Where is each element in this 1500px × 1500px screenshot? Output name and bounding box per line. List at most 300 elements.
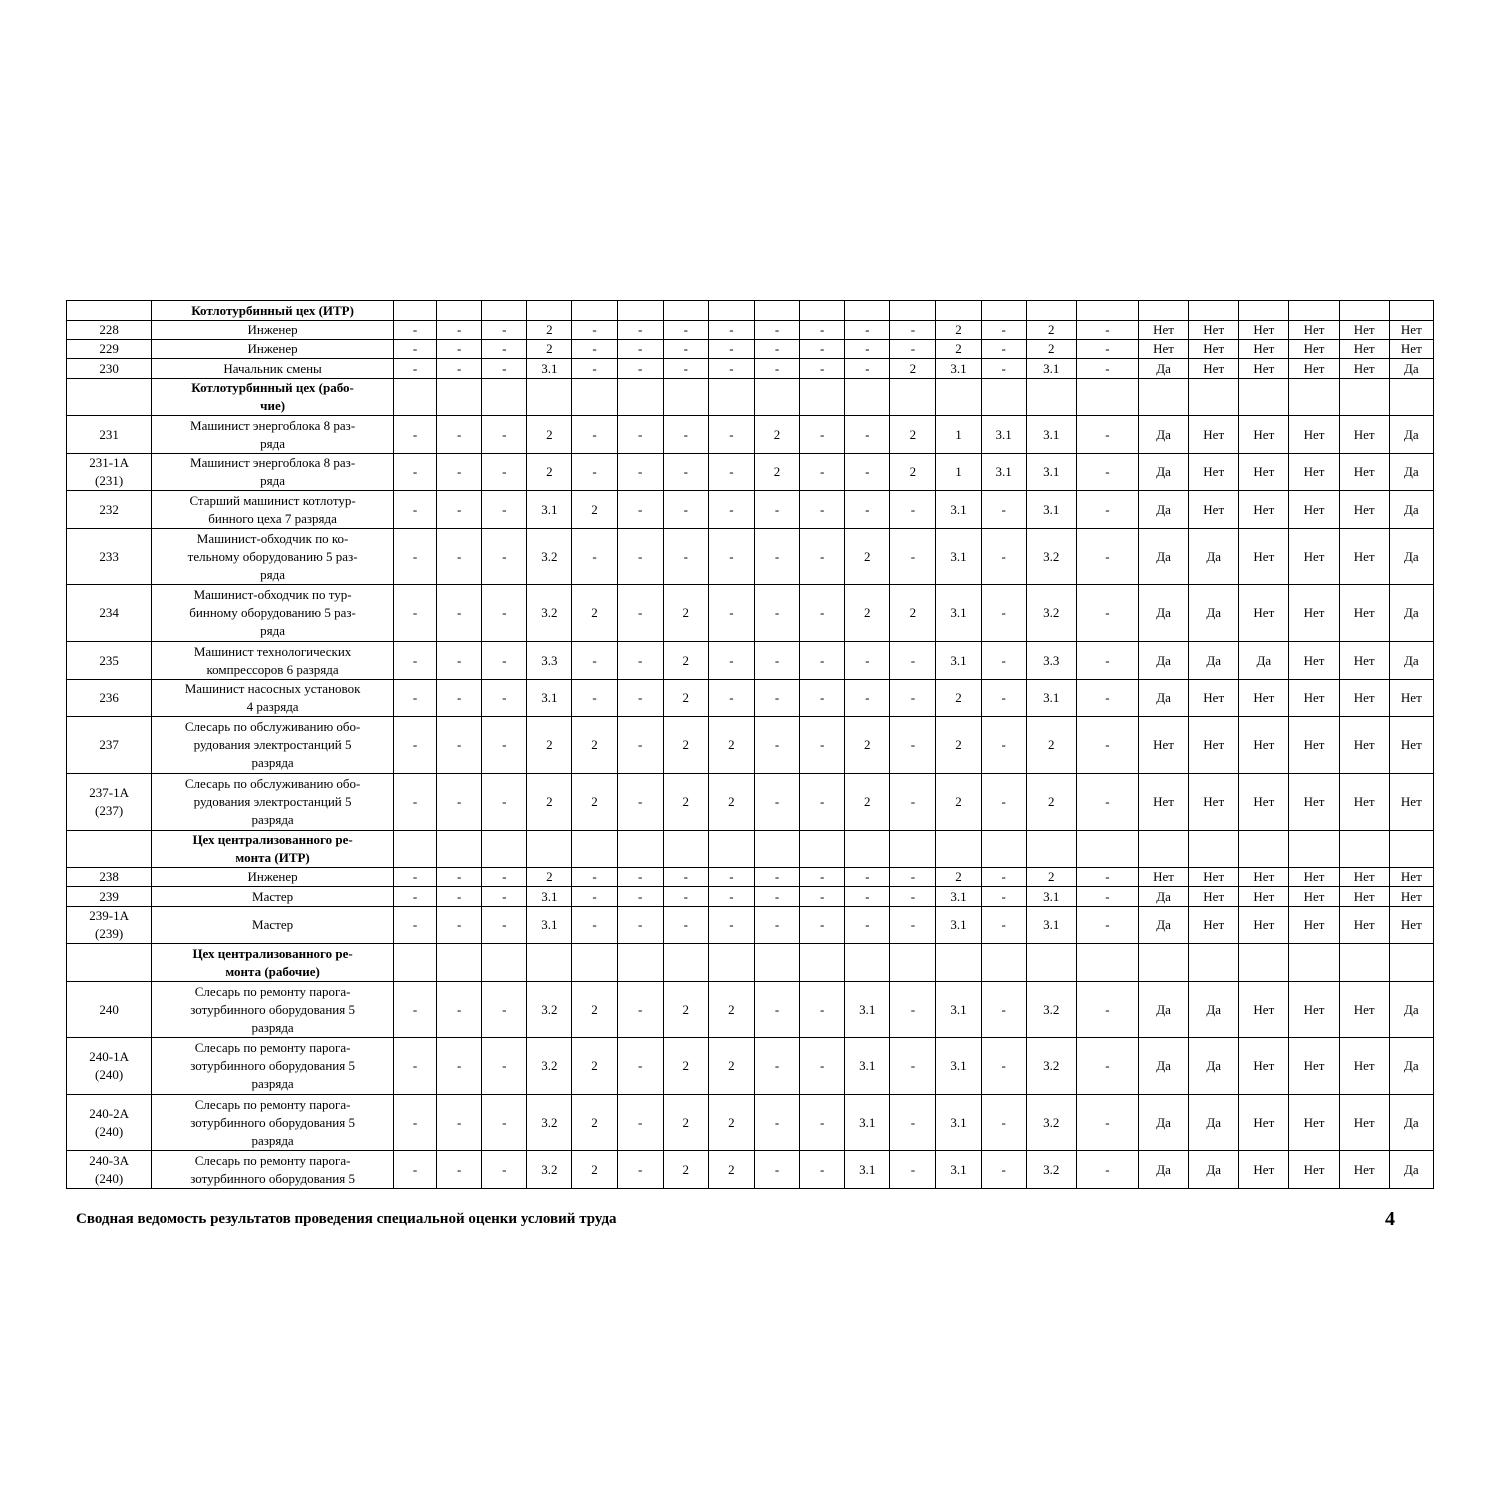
- value-cell: Нет: [1289, 416, 1339, 454]
- value-cell: -: [708, 340, 754, 359]
- value-cell: -: [393, 529, 436, 585]
- value-cell: -: [800, 868, 845, 887]
- table-row: [67, 907, 1434, 944]
- table-row: [67, 454, 1434, 491]
- value-cell: -: [708, 642, 754, 680]
- value-cell: -: [572, 680, 617, 717]
- value-cell: [1139, 831, 1189, 868]
- position-name-cell: Инженер: [152, 868, 394, 887]
- value-cell: Нет: [1339, 1151, 1389, 1189]
- value-cell: Нет: [1289, 907, 1339, 944]
- value-cell: Нет: [1289, 359, 1339, 379]
- section-title-cell: Цех централизованного ре- монта (ИТР): [152, 831, 394, 868]
- value-cell: 2: [1026, 340, 1076, 359]
- value-cell: Нет: [1339, 642, 1389, 680]
- value-cell: 3.2: [1026, 1038, 1076, 1095]
- value-cell: Нет: [1289, 1151, 1339, 1189]
- value-cell: -: [1076, 454, 1138, 491]
- value-cell: Нет: [1389, 868, 1433, 887]
- value-cell: Да: [1389, 416, 1433, 454]
- value-cell: -: [617, 1038, 663, 1095]
- value-cell: Нет: [1389, 340, 1433, 359]
- value-cell: -: [981, 982, 1026, 1038]
- row-number-cell: [67, 301, 152, 321]
- value-cell: -: [617, 680, 663, 717]
- value-cell: [663, 944, 708, 982]
- value-cell: 2: [663, 585, 708, 642]
- table-row: [67, 340, 1434, 359]
- value-cell: -: [617, 585, 663, 642]
- value-cell: -: [981, 1151, 1026, 1189]
- value-cell: 2: [708, 1038, 754, 1095]
- value-cell: [1026, 831, 1076, 868]
- row-number-cell: [67, 831, 152, 868]
- value-cell: -: [708, 680, 754, 717]
- value-cell: [1076, 944, 1138, 982]
- value-cell: 2: [663, 1151, 708, 1189]
- value-cell: 2: [527, 416, 572, 454]
- value-cell: -: [437, 774, 482, 831]
- value-cell: Да: [1139, 1095, 1189, 1151]
- value-cell: [936, 831, 981, 868]
- value-cell: -: [800, 585, 845, 642]
- value-cell: -: [393, 680, 436, 717]
- value-cell: Да: [1189, 1151, 1239, 1189]
- value-cell: Да: [1389, 642, 1433, 680]
- value-cell: 3.1: [936, 1151, 981, 1189]
- table-row: [67, 529, 1434, 585]
- value-cell: -: [754, 585, 799, 642]
- value-cell: -: [437, 529, 482, 585]
- value-cell: Да: [1139, 680, 1189, 717]
- value-cell: -: [845, 454, 890, 491]
- value-cell: -: [437, 982, 482, 1038]
- value-cell: [708, 831, 754, 868]
- table-row: [67, 982, 1434, 1038]
- value-cell: 3.1: [981, 454, 1026, 491]
- value-cell: 2: [663, 642, 708, 680]
- value-cell: -: [981, 529, 1026, 585]
- value-cell: [572, 379, 617, 416]
- value-cell: -: [482, 717, 527, 774]
- value-cell: -: [482, 868, 527, 887]
- value-cell: 3.1: [845, 1095, 890, 1151]
- value-cell: Нет: [1289, 868, 1339, 887]
- value-cell: -: [482, 680, 527, 717]
- value-cell: [981, 944, 1026, 982]
- value-cell: 3.1: [936, 359, 981, 379]
- row-number-cell: 233: [67, 529, 152, 585]
- value-cell: -: [482, 982, 527, 1038]
- value-cell: -: [890, 1151, 936, 1189]
- value-cell: [663, 301, 708, 321]
- value-cell: -: [393, 717, 436, 774]
- value-cell: -: [800, 680, 845, 717]
- value-cell: Нет: [1189, 907, 1239, 944]
- section-title-cell: Котлотурбинный цех (ИТР): [152, 301, 394, 321]
- value-cell: [1389, 944, 1433, 982]
- value-cell: 2: [527, 321, 572, 340]
- value-cell: 3.1: [936, 585, 981, 642]
- value-cell: [663, 831, 708, 868]
- table-row: [67, 1095, 1434, 1151]
- value-cell: -: [754, 774, 799, 831]
- value-cell: 2: [527, 717, 572, 774]
- value-cell: Нет: [1139, 340, 1189, 359]
- value-cell: [754, 944, 799, 982]
- value-cell: Нет: [1339, 359, 1389, 379]
- position-name-cell: Инженер: [152, 321, 394, 340]
- value-cell: [1339, 944, 1389, 982]
- value-cell: 2: [845, 717, 890, 774]
- value-cell: Нет: [1289, 321, 1339, 340]
- value-cell: -: [890, 680, 936, 717]
- value-cell: -: [437, 359, 482, 379]
- value-cell: 2: [663, 680, 708, 717]
- value-cell: Да: [1389, 982, 1433, 1038]
- value-cell: Нет: [1339, 585, 1389, 642]
- value-cell: 3.2: [1026, 982, 1076, 1038]
- value-cell: Да: [1189, 982, 1239, 1038]
- value-cell: -: [393, 491, 436, 529]
- value-cell: 2: [572, 717, 617, 774]
- value-cell: 2: [708, 1151, 754, 1189]
- position-name-cell: Слесарь по ремонту парога- зотурбинного оборудования 5 разряда: [152, 982, 394, 1038]
- value-cell: -: [890, 1038, 936, 1095]
- value-cell: Нет: [1239, 717, 1289, 774]
- value-cell: [572, 831, 617, 868]
- value-cell: [800, 379, 845, 416]
- value-cell: -: [754, 887, 799, 907]
- value-cell: -: [800, 340, 845, 359]
- value-cell: 3.2: [1026, 1095, 1076, 1151]
- section-row: [67, 379, 1434, 416]
- value-cell: 3.3: [527, 642, 572, 680]
- value-cell: 3.1: [527, 359, 572, 379]
- value-cell: [1339, 301, 1389, 321]
- value-cell: [527, 944, 572, 982]
- row-number-cell: 228: [67, 321, 152, 340]
- value-cell: [482, 944, 527, 982]
- value-cell: -: [437, 680, 482, 717]
- value-cell: [393, 831, 436, 868]
- value-cell: -: [663, 359, 708, 379]
- value-cell: -: [708, 585, 754, 642]
- value-cell: -: [482, 1095, 527, 1151]
- value-cell: -: [800, 982, 845, 1038]
- value-cell: [936, 944, 981, 982]
- value-cell: [800, 944, 845, 982]
- value-cell: -: [437, 907, 482, 944]
- value-cell: [936, 379, 981, 416]
- value-cell: 3.2: [527, 1038, 572, 1095]
- row-number-cell: 238: [67, 868, 152, 887]
- value-cell: 3.1: [936, 1038, 981, 1095]
- value-cell: Нет: [1239, 340, 1289, 359]
- value-cell: Да: [1139, 359, 1189, 379]
- value-cell: [800, 301, 845, 321]
- value-cell: [663, 379, 708, 416]
- value-cell: -: [845, 416, 890, 454]
- value-cell: Нет: [1289, 491, 1339, 529]
- value-cell: -: [572, 416, 617, 454]
- value-cell: -: [393, 1095, 436, 1151]
- table-row: [67, 680, 1434, 717]
- value-cell: -: [437, 1038, 482, 1095]
- value-cell: 2: [936, 680, 981, 717]
- value-cell: -: [981, 680, 1026, 717]
- value-cell: -: [482, 774, 527, 831]
- value-cell: Нет: [1239, 868, 1289, 887]
- value-cell: -: [617, 642, 663, 680]
- row-number-cell: 239-1А (239): [67, 907, 152, 944]
- value-cell: Да: [1389, 491, 1433, 529]
- value-cell: -: [890, 1095, 936, 1151]
- value-cell: Нет: [1339, 340, 1389, 359]
- value-cell: -: [482, 1038, 527, 1095]
- value-cell: -: [1076, 1095, 1138, 1151]
- value-cell: -: [754, 340, 799, 359]
- value-cell: -: [437, 717, 482, 774]
- value-cell: -: [617, 529, 663, 585]
- position-name-cell: Машинист насосных установок 4 разряда: [152, 680, 394, 717]
- value-cell: [527, 831, 572, 868]
- value-cell: Да: [1189, 642, 1239, 680]
- value-cell: [1189, 944, 1239, 982]
- page-number: 4: [1385, 1208, 1395, 1230]
- value-cell: Да: [1389, 454, 1433, 491]
- value-cell: 2: [663, 1095, 708, 1151]
- value-cell: [617, 301, 663, 321]
- value-cell: -: [663, 321, 708, 340]
- value-cell: [572, 301, 617, 321]
- value-cell: [1289, 301, 1339, 321]
- value-cell: -: [663, 529, 708, 585]
- value-cell: 3.1: [936, 529, 981, 585]
- value-cell: 3.1: [936, 907, 981, 944]
- value-cell: -: [1076, 774, 1138, 831]
- value-cell: -: [981, 585, 1026, 642]
- value-cell: -: [1076, 340, 1138, 359]
- value-cell: Да: [1139, 491, 1189, 529]
- position-name-cell: Машинист энергоблока 8 раз- ряда: [152, 454, 394, 491]
- position-name-cell: Машинист технологических компрессоров 6 разряда: [152, 642, 394, 680]
- value-cell: -: [845, 359, 890, 379]
- value-cell: -: [754, 1151, 799, 1189]
- value-cell: -: [890, 321, 936, 340]
- value-cell: Да: [1139, 1038, 1189, 1095]
- value-cell: -: [663, 491, 708, 529]
- value-cell: [393, 379, 436, 416]
- value-cell: -: [845, 868, 890, 887]
- value-cell: [890, 944, 936, 982]
- row-number-cell: 240-1А (240): [67, 1038, 152, 1095]
- value-cell: Нет: [1289, 642, 1339, 680]
- value-cell: [754, 301, 799, 321]
- value-cell: Нет: [1339, 1095, 1389, 1151]
- value-cell: -: [845, 491, 890, 529]
- value-cell: -: [800, 774, 845, 831]
- value-cell: 2: [754, 454, 799, 491]
- value-cell: -: [845, 642, 890, 680]
- value-cell: -: [890, 982, 936, 1038]
- value-cell: 2: [845, 774, 890, 831]
- value-cell: Нет: [1339, 416, 1389, 454]
- value-cell: 3.1: [1026, 416, 1076, 454]
- row-number-cell: 231: [67, 416, 152, 454]
- value-cell: -: [617, 868, 663, 887]
- value-cell: -: [754, 642, 799, 680]
- value-cell: 3.2: [527, 1095, 572, 1151]
- value-cell: Да: [1139, 529, 1189, 585]
- value-cell: -: [754, 717, 799, 774]
- value-cell: -: [708, 491, 754, 529]
- value-cell: -: [800, 454, 845, 491]
- row-number-cell: 231-1А (231): [67, 454, 152, 491]
- value-cell: 1: [936, 454, 981, 491]
- value-cell: -: [663, 887, 708, 907]
- value-cell: [1239, 831, 1289, 868]
- value-cell: -: [663, 907, 708, 944]
- value-cell: -: [437, 491, 482, 529]
- position-name-cell: Машинист-обходчик по ко- тельному оборудованию 5 раз- ряда: [152, 529, 394, 585]
- value-cell: -: [890, 529, 936, 585]
- value-cell: -: [437, 340, 482, 359]
- value-cell: Нет: [1339, 321, 1389, 340]
- value-cell: Нет: [1289, 717, 1339, 774]
- section-title-cell: Цех централизованного ре- монта (рабочие): [152, 944, 394, 982]
- value-cell: -: [572, 340, 617, 359]
- table-row: [67, 774, 1434, 831]
- value-cell: Да: [1239, 642, 1289, 680]
- value-cell: Нет: [1339, 454, 1389, 491]
- value-cell: 3.2: [527, 529, 572, 585]
- value-cell: -: [1076, 416, 1138, 454]
- value-cell: [1026, 379, 1076, 416]
- value-cell: -: [393, 907, 436, 944]
- value-cell: -: [845, 907, 890, 944]
- value-cell: -: [1076, 982, 1138, 1038]
- value-cell: 3.1: [1026, 907, 1076, 944]
- row-number-cell: 230: [67, 359, 152, 379]
- value-cell: -: [437, 868, 482, 887]
- value-cell: [1076, 301, 1138, 321]
- value-cell: 2: [527, 340, 572, 359]
- value-cell: -: [393, 321, 436, 340]
- value-cell: Нет: [1139, 868, 1189, 887]
- value-cell: -: [393, 585, 436, 642]
- value-cell: Нет: [1289, 982, 1339, 1038]
- value-cell: 2: [572, 1095, 617, 1151]
- value-cell: [1189, 301, 1239, 321]
- value-cell: Нет: [1239, 680, 1289, 717]
- value-cell: -: [572, 642, 617, 680]
- value-cell: -: [617, 1151, 663, 1189]
- value-cell: Нет: [1189, 717, 1239, 774]
- position-name-cell: Старший машинист котлотур- бинного цеха 7 разряда: [152, 491, 394, 529]
- value-cell: Да: [1389, 1038, 1433, 1095]
- value-cell: Нет: [1339, 1038, 1389, 1095]
- value-cell: -: [800, 1038, 845, 1095]
- value-cell: 2: [936, 340, 981, 359]
- value-cell: Да: [1189, 1038, 1239, 1095]
- value-cell: [572, 944, 617, 982]
- value-cell: -: [1076, 907, 1138, 944]
- value-cell: Нет: [1239, 774, 1289, 831]
- value-cell: Нет: [1389, 887, 1433, 907]
- section-title-cell: Котлотурбинный цех (рабо- чие): [152, 379, 394, 416]
- row-number-cell: 234: [67, 585, 152, 642]
- value-cell: -: [437, 1095, 482, 1151]
- value-cell: -: [482, 340, 527, 359]
- value-cell: [617, 831, 663, 868]
- value-cell: Нет: [1389, 321, 1433, 340]
- table-row: [67, 321, 1434, 340]
- position-name-cell: Слесарь по обслуживанию обо- рудования электростанций 5 разряда: [152, 774, 394, 831]
- value-cell: -: [437, 321, 482, 340]
- value-cell: -: [482, 359, 527, 379]
- value-cell: -: [800, 321, 845, 340]
- section-row: [67, 944, 1434, 982]
- value-cell: Да: [1139, 642, 1189, 680]
- value-cell: 2: [708, 1095, 754, 1151]
- value-cell: Нет: [1339, 887, 1389, 907]
- value-cell: -: [617, 359, 663, 379]
- value-cell: Нет: [1239, 321, 1289, 340]
- value-cell: -: [981, 868, 1026, 887]
- value-cell: -: [617, 982, 663, 1038]
- value-cell: [845, 301, 890, 321]
- value-cell: [617, 379, 663, 416]
- value-cell: -: [708, 868, 754, 887]
- value-cell: -: [393, 982, 436, 1038]
- value-cell: [393, 301, 436, 321]
- footer-title: Сводная ведомость результатов проведения специальной оценки условий труда: [76, 1211, 617, 1227]
- value-cell: 2: [663, 1038, 708, 1095]
- value-cell: -: [708, 359, 754, 379]
- value-cell: Нет: [1189, 868, 1239, 887]
- value-cell: Нет: [1289, 1038, 1339, 1095]
- value-cell: Нет: [1139, 321, 1189, 340]
- value-cell: -: [754, 1038, 799, 1095]
- value-cell: 3.1: [527, 680, 572, 717]
- row-number-cell: 240-3А (240): [67, 1151, 152, 1189]
- value-cell: [527, 301, 572, 321]
- value-cell: Нет: [1239, 1151, 1289, 1189]
- value-cell: Нет: [1189, 340, 1239, 359]
- position-name-cell: Слесарь по ремонту парога- зотурбинного оборудования 5 разряда: [152, 1038, 394, 1095]
- table-row: [67, 642, 1434, 680]
- row-number-cell: 235: [67, 642, 152, 680]
- value-cell: Да: [1139, 887, 1189, 907]
- value-cell: -: [572, 529, 617, 585]
- value-cell: Нет: [1189, 887, 1239, 907]
- value-cell: -: [393, 887, 436, 907]
- value-cell: 2: [890, 416, 936, 454]
- value-cell: Да: [1189, 1095, 1239, 1151]
- position-name-cell: Машинист энергоблока 8 раз- ряда: [152, 416, 394, 454]
- value-cell: [1139, 944, 1189, 982]
- value-cell: -: [1076, 491, 1138, 529]
- value-cell: 2: [663, 774, 708, 831]
- value-cell: Нет: [1239, 416, 1289, 454]
- value-cell: -: [572, 321, 617, 340]
- value-cell: -: [482, 491, 527, 529]
- value-cell: Нет: [1389, 680, 1433, 717]
- value-cell: Нет: [1139, 717, 1189, 774]
- value-cell: -: [981, 1095, 1026, 1151]
- value-cell: -: [708, 529, 754, 585]
